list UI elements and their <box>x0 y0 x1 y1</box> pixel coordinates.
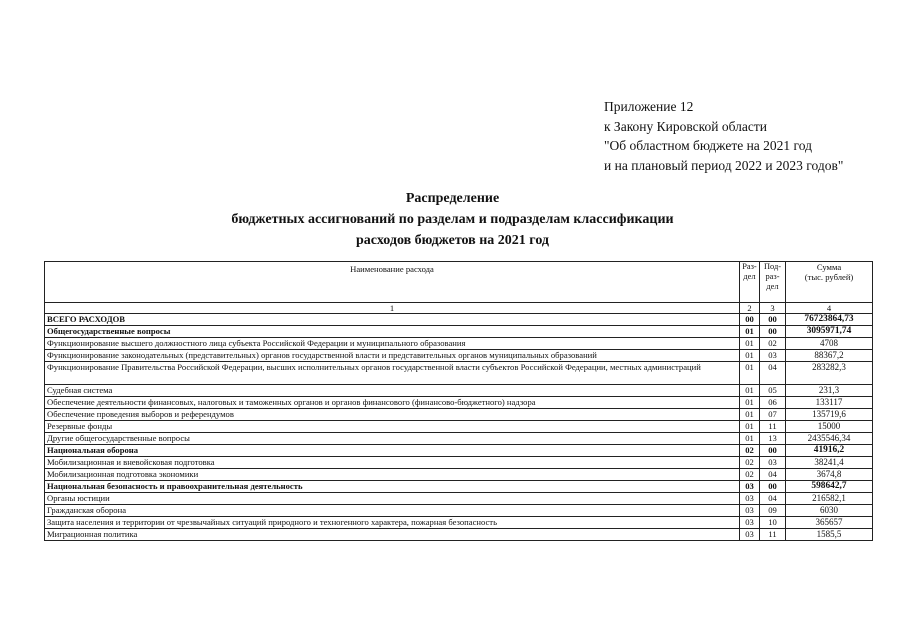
expense-name-cell: Обеспечение проведения выборов и референдумов <box>45 409 740 421</box>
column-number: 3 <box>760 303 786 314</box>
amount-cell: 598642,7 <box>786 481 873 493</box>
expense-name-cell: Общегосударственные вопросы <box>45 326 740 338</box>
header-razdel-line-2: дел <box>743 272 756 281</box>
expense-name-cell: Функционирование высшего должностного лица субъекта Российской Федерации и муниципального образования <box>45 338 740 350</box>
expense-name-cell: Судебная система <box>45 385 740 397</box>
expense-name-cell: Функционирование Правительства Российской Федерации, высших исполнительных органов государственной власти субъектов Российской Федерации, местных администраций <box>45 362 740 385</box>
header-sum-line-2: (тыс. рублей) <box>804 272 854 282</box>
amount-cell: 4708 <box>786 338 873 350</box>
amount-cell: 76723864,73 <box>786 314 873 326</box>
expense-name-cell: Обеспечение деятельности финансовых, налоговых и таможенных органов и органов финансового (финансово-бюджетного) надзора <box>45 397 740 409</box>
podrazdel-code-cell: 05 <box>760 385 786 397</box>
table-row <box>45 529 873 541</box>
razdel-code-cell: 01 <box>740 362 760 385</box>
appendix-line-4: и на плановый период 2022 и 2023 годов" <box>604 157 844 173</box>
expense-name-cell: Резервные фонды <box>45 421 740 433</box>
amount-cell: 365657 <box>786 517 873 529</box>
table-row <box>45 326 873 338</box>
table-row <box>45 445 873 457</box>
table-row <box>45 338 873 350</box>
table-row <box>45 469 873 481</box>
table-row <box>45 362 873 385</box>
podrazdel-code-cell: 02 <box>760 338 786 350</box>
budget-table <box>44 261 873 541</box>
table-row <box>45 397 873 409</box>
table-row <box>45 350 873 362</box>
table-row <box>45 433 873 445</box>
amount-cell: 133117 <box>786 397 873 409</box>
amount-cell: 3095971,74 <box>786 326 873 338</box>
column-number: 1 <box>45 303 740 314</box>
table-row <box>45 385 873 397</box>
header-name-label: Наименование расхода <box>350 264 434 274</box>
expense-name-cell: Функционирование законодательных (представительных) органов государственной власти и представительных органов муниципальных образований <box>45 350 740 362</box>
header-sum <box>786 262 873 303</box>
razdel-code-cell: 01 <box>740 338 760 350</box>
podrazdel-code-cell: 13 <box>760 433 786 445</box>
razdel-code-cell: 01 <box>740 326 760 338</box>
podrazdel-code-cell: 11 <box>760 529 786 541</box>
expense-name-cell: Защита населения и территории от чрезвычайных ситуаций природного и техногенного характера, пожарная безопасность <box>45 517 740 529</box>
expense-name-cell: Национальная оборона <box>45 445 740 457</box>
appendix-line-2: к Закону Кировской области <box>604 118 768 134</box>
podrazdel-code-cell: 04 <box>760 493 786 505</box>
razdel-code-cell: 01 <box>740 397 760 409</box>
podrazdel-code-cell: 04 <box>760 469 786 481</box>
amount-cell: 41916,2 <box>786 445 873 457</box>
amount-cell: 216582,1 <box>786 493 873 505</box>
razdel-code-cell: 01 <box>740 385 760 397</box>
razdel-code-cell: 01 <box>740 350 760 362</box>
razdel-code-cell: 02 <box>740 445 760 457</box>
podrazdel-code-cell: 00 <box>760 326 786 338</box>
podrazdel-code-cell: 10 <box>760 517 786 529</box>
header-podrazdel-line-1: Под- <box>763 262 782 271</box>
table-row <box>45 421 873 433</box>
razdel-code-cell: 03 <box>740 505 760 517</box>
podrazdel-code-cell: 07 <box>760 409 786 421</box>
razdel-code-cell: 01 <box>740 421 760 433</box>
podrazdel-code-cell: 03 <box>760 350 786 362</box>
podrazdel-code-cell: 00 <box>760 445 786 457</box>
table-row <box>45 409 873 421</box>
expense-name-cell: Органы юстиции <box>45 493 740 505</box>
amount-cell: 135719,6 <box>786 409 873 421</box>
column-number: 2 <box>740 303 760 314</box>
expense-name-cell: Миграционная политика <box>45 529 740 541</box>
expense-name-cell: Мобилизационная подготовка экономики <box>45 469 740 481</box>
header-podrazdel <box>760 262 786 303</box>
expense-name-cell: Другие общегосударственные вопросы <box>45 433 740 445</box>
table-row <box>45 517 873 529</box>
header-name <box>45 262 740 303</box>
table-row <box>45 505 873 517</box>
document-title <box>0 188 905 251</box>
amount-cell: 15000 <box>786 421 873 433</box>
razdel-code-cell: 02 <box>740 469 760 481</box>
header-razdel-line-1: Раз- <box>742 262 757 271</box>
header-sum-line-1: Сумма <box>816 262 842 272</box>
table-header-row <box>45 262 873 303</box>
column-number: 4 <box>786 303 873 314</box>
razdel-code-cell: 03 <box>740 493 760 505</box>
table-row <box>45 481 873 493</box>
podrazdel-code-cell: 06 <box>760 397 786 409</box>
title-line-2: бюджетных ассигнований по разделам и подразделам классификации <box>231 212 674 227</box>
expense-name-cell: Мобилизационная и вневойсковая подготовка <box>45 457 740 469</box>
title-line-3: расходов бюджетов на 2021 год <box>356 233 549 248</box>
amount-cell: 283282,3 <box>786 362 873 385</box>
title-line-1: Распределение <box>405 191 500 206</box>
expense-name-cell: Национальная безопасность и правоохранительная деятельность <box>45 481 740 493</box>
table-row <box>45 314 873 326</box>
razdel-code-cell: 00 <box>740 314 760 326</box>
podrazdel-code-cell: 04 <box>760 362 786 385</box>
amount-cell: 3674,8 <box>786 469 873 481</box>
amount-cell: 2435546,34 <box>786 433 873 445</box>
expense-name-cell: ВСЕГО РАСХОДОВ <box>45 314 740 326</box>
header-razdel <box>740 262 760 303</box>
amount-cell: 6030 <box>786 505 873 517</box>
podrazdel-code-cell: 03 <box>760 457 786 469</box>
podrazdel-code-cell: 00 <box>760 314 786 326</box>
amount-cell: 1585,5 <box>786 529 873 541</box>
expense-name-cell: Гражданская оборона <box>45 505 740 517</box>
razdel-code-cell: 03 <box>740 529 760 541</box>
amount-cell: 38241,4 <box>786 457 873 469</box>
table-row <box>45 457 873 469</box>
razdel-code-cell: 02 <box>740 457 760 469</box>
column-number-row <box>45 303 873 314</box>
amount-cell: 231,3 <box>786 385 873 397</box>
podrazdel-code-cell: 00 <box>760 481 786 493</box>
razdel-code-cell: 01 <box>740 433 760 445</box>
podrazdel-code-cell: 09 <box>760 505 786 517</box>
appendix-line-1: Приложение 12 <box>604 99 694 114</box>
razdel-code-cell: 03 <box>740 517 760 529</box>
appendix-line-3: "Об областном бюджете на 2021 год <box>604 138 812 153</box>
razdel-code-cell: 03 <box>740 481 760 493</box>
razdel-code-cell: 01 <box>740 409 760 421</box>
table-row <box>45 493 873 505</box>
header-podrazdel-line-2: раз- <box>765 272 780 281</box>
appendix-note <box>604 97 843 175</box>
header-podrazdel-line-3: дел <box>766 282 779 291</box>
podrazdel-code-cell: 11 <box>760 421 786 433</box>
amount-cell: 88367,2 <box>786 350 873 362</box>
